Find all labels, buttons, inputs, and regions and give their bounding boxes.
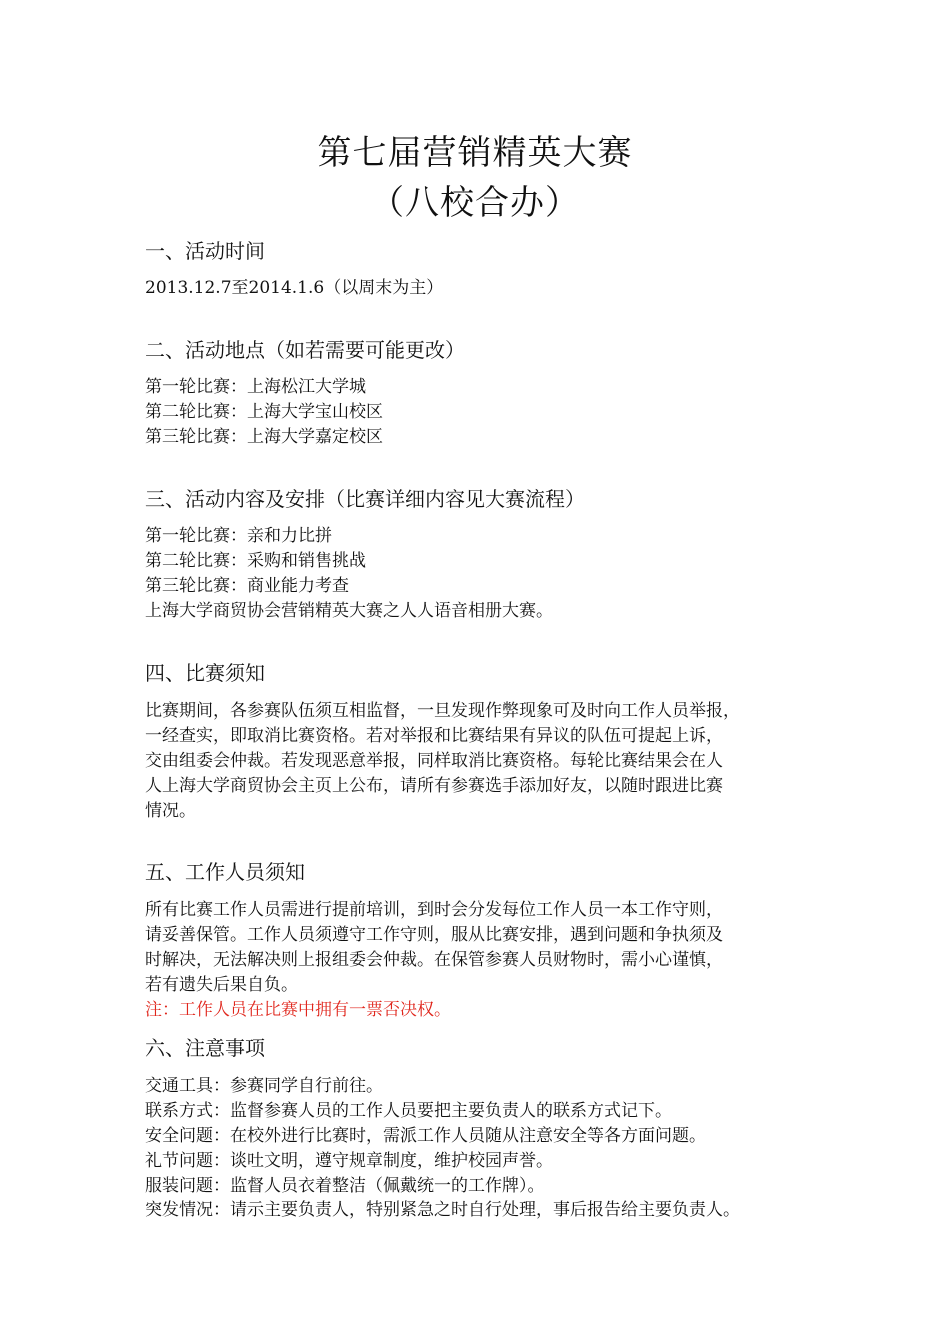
notes-line: 安全问题：在校外进行比赛时，需派工作人员随从注意安全等各方面问题。 xyxy=(145,1126,706,1146)
content-line: 第一轮比赛：亲和力比拼 xyxy=(145,526,332,546)
section-time-text: 2013.12.7至2014.1.6（以周末为主） xyxy=(145,278,444,298)
notes-line: 突发情况：请示主要负责人，特别紧急之时自行处理，事后报告给主要负责人。 xyxy=(145,1200,740,1220)
rules-line: 交由组委会仲裁。若发现恶意举报，同样取消比赛资格。每轮比赛结果会在人 xyxy=(145,751,723,771)
rules-line: 情况。 xyxy=(145,801,196,821)
section-staff-heading: 五、工作人员须知 xyxy=(145,860,305,884)
content-line: 第二轮比赛：采购和销售挑战 xyxy=(145,551,366,571)
notes-line: 交通工具：参赛同学自行前往。 xyxy=(145,1076,383,1096)
section-notes-heading: 六、注意事项 xyxy=(145,1036,265,1060)
notes-line: 礼节问题：谈吐文明，遵守规章制度，维护校园声誉。 xyxy=(145,1151,553,1171)
rules-line: 比赛期间，各参赛队伍须互相监督，一旦发现作弊现象可及时向工作人员举报， xyxy=(145,701,740,721)
rules-line: 一经查实，即取消比赛资格。若对举报和比赛结果有异议的队伍可提起上诉， xyxy=(145,726,723,746)
notes-line: 服装问题：监督人员衣着整洁（佩戴统一的工作牌）。 xyxy=(145,1176,545,1196)
staff-line: 所有比赛工作人员需进行提前培训，到时会分发每位工作人员一本工作守则， xyxy=(145,900,723,920)
staff-line: 若有遗失后果自负。 xyxy=(145,975,298,995)
location-line: 第一轮比赛：上海松江大学城 xyxy=(145,377,366,397)
section-location-heading: 二、活动地点（如若需要可能更改） xyxy=(145,338,465,362)
staff-line: 请妥善保管。工作人员须遵守工作守则，服从比赛安排，遇到问题和争执须及 xyxy=(145,925,723,945)
content-line: 上海大学商贸协会营销精英大赛之人人语音相册大赛。 xyxy=(145,601,553,621)
location-line: 第三轮比赛：上海大学嘉定校区 xyxy=(145,427,383,447)
location-line: 第二轮比赛：上海大学宝山校区 xyxy=(145,402,383,422)
staff-line: 时解决，无法解决则上报组委会仲裁。在保管参赛人员财物时，需小心谨慎， xyxy=(145,950,723,970)
document-subtitle: （八校合办） xyxy=(370,183,580,223)
notes-line: 联系方式：监督参赛人员的工作人员要把主要负责人的联系方式记下。 xyxy=(145,1101,672,1121)
section-time-heading: 一、活动时间 xyxy=(145,239,265,263)
document-title: 第七届营销精英大赛 xyxy=(317,133,633,173)
section-rules-heading: 四、比赛须知 xyxy=(145,661,265,685)
rules-line: 人上海大学商贸协会主页上公布，请所有参赛选手添加好友，以随时跟进比赛 xyxy=(145,776,723,796)
section-content-heading: 三、活动内容及安排（比赛详细内容见大赛流程） xyxy=(145,487,585,511)
staff-note: 注：工作人员在比赛中拥有一票否决权。 xyxy=(145,1000,451,1020)
content-line: 第三轮比赛：商业能力考查 xyxy=(145,576,349,596)
